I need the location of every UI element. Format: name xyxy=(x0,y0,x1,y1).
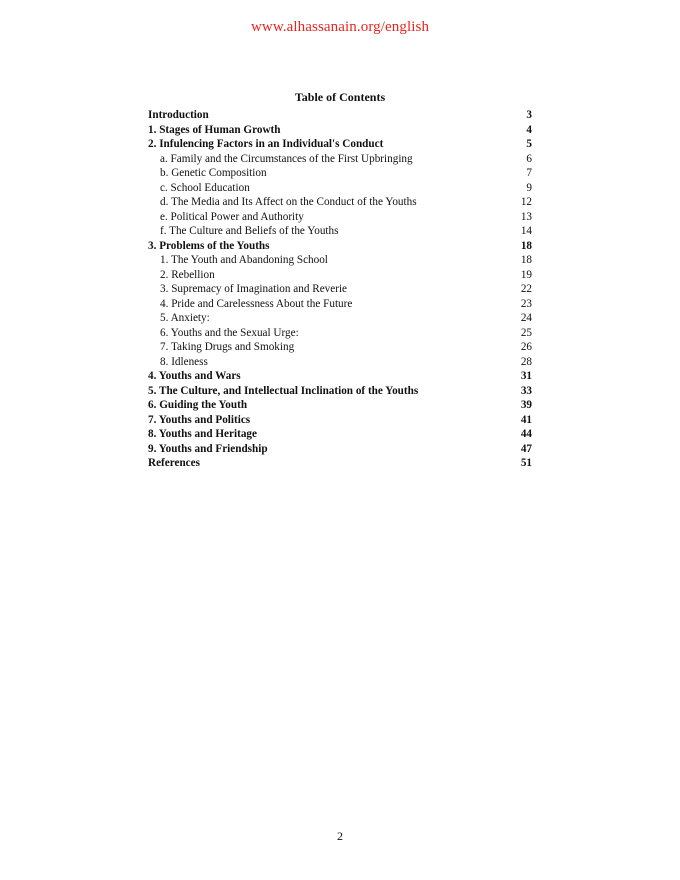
toc-entry-page: 19 xyxy=(520,268,532,281)
toc-entry-page: 41 xyxy=(520,413,532,426)
toc-entry-label: References xyxy=(148,457,200,469)
table-of-contents xyxy=(148,108,532,471)
toc-entry-label: 5. The Culture, and Intellectual Inclination of the Youths xyxy=(148,384,419,397)
toc-entry[interactable] xyxy=(148,195,532,210)
toc-entry-page: 28 xyxy=(520,355,532,368)
toc-entry[interactable] xyxy=(148,268,532,283)
toc-entry[interactable] xyxy=(148,108,532,123)
page-number: 2 xyxy=(337,829,343,843)
toc-entry[interactable] xyxy=(148,123,532,138)
toc-entry-label: 4. Youths and Wars xyxy=(148,370,241,382)
toc-entry[interactable] xyxy=(148,355,532,370)
toc-entry-page: 31 xyxy=(520,370,532,382)
toc-entry[interactable] xyxy=(148,210,532,225)
toc-entry-label: 1. Stages of Human Growth xyxy=(148,123,281,136)
toc-entry[interactable] xyxy=(148,427,532,442)
toc-entry-label: f. The Culture and Beliefs of the Youths xyxy=(160,225,339,237)
toc-entry-label: 7. Youths and Politics xyxy=(148,413,251,426)
toc-entry-page: 18 xyxy=(520,239,532,252)
toc-entry[interactable] xyxy=(148,326,532,341)
toc-entry-page: 14 xyxy=(520,225,532,237)
toc-entry[interactable] xyxy=(148,413,532,428)
toc-entry[interactable] xyxy=(148,253,532,268)
toc-entry-label: Introduction xyxy=(148,109,209,121)
toc-entry-label: 2. Rebellion xyxy=(160,268,215,281)
toc-entry-page: 9 xyxy=(526,181,532,194)
toc-entry-label: 8. Youths and Heritage xyxy=(148,428,257,440)
toc-entry[interactable] xyxy=(148,239,532,254)
toc-entry-page: 18 xyxy=(520,254,532,266)
toc-entry[interactable] xyxy=(148,137,532,152)
toc-entry-page: 13 xyxy=(520,210,532,223)
toc-entry-page: 26 xyxy=(520,341,532,353)
toc-entry-page: 39 xyxy=(520,399,532,411)
toc-entry-page: 51 xyxy=(520,457,532,469)
toc-entry-label: 9. Youths and Friendship xyxy=(148,442,268,455)
toc-entry[interactable] xyxy=(148,340,532,355)
toc-entry-label: a. Family and the Circumstances of the First Upbringing xyxy=(160,152,413,165)
toc-entry[interactable] xyxy=(148,369,532,384)
toc-entry-label: 8. Idleness xyxy=(160,355,208,368)
toc-entry-label: 6. Youths and the Sexual Urge: xyxy=(160,326,299,339)
toc-entry-page: 5 xyxy=(526,138,532,150)
toc-entry[interactable] xyxy=(148,224,532,239)
toc-entry-label: d. The Media and Its Affect on the Conduct of the Youths xyxy=(160,196,417,208)
toc-entry[interactable] xyxy=(148,456,532,471)
toc-entry[interactable] xyxy=(148,398,532,413)
toc-entry-label: 2. Infulencing Factors in an Individual's Conduct xyxy=(148,138,384,150)
toc-entry-label: 4. Pride and Carelessness About the Future xyxy=(160,297,353,310)
toc-entry-page: 6 xyxy=(526,152,532,165)
toc-entry[interactable] xyxy=(148,282,532,297)
toc-entry-label: 7. Taking Drugs and Smoking xyxy=(160,341,295,353)
toc-entry-label: b. Genetic Composition xyxy=(160,167,267,179)
toc-entry-label: 1. The Youth and Abandoning School xyxy=(160,254,328,266)
toc-entry-page: 47 xyxy=(520,442,532,455)
toc-entry[interactable] xyxy=(148,297,532,312)
toc-title: Table of Contents xyxy=(294,90,386,104)
toc-entry[interactable] xyxy=(148,311,532,326)
toc-entry-page: 22 xyxy=(520,283,532,295)
toc-entry[interactable] xyxy=(148,384,532,399)
toc-entry-page: 3 xyxy=(526,109,532,121)
toc-entry-label: e. Political Power and Authority xyxy=(160,210,304,223)
toc-entry-label: 5. Anxiety: xyxy=(160,312,210,324)
toc-entry-page: 25 xyxy=(520,326,532,339)
toc-entry-label: 3. Supremacy of Imagination and Reverie xyxy=(160,283,348,295)
toc-entry-page: 44 xyxy=(520,428,532,440)
toc-entry-page: 23 xyxy=(520,297,532,310)
toc-entry-page: 24 xyxy=(520,312,532,324)
toc-entry[interactable] xyxy=(148,181,532,196)
toc-entry-page: 7 xyxy=(526,167,532,179)
toc-entry-page: 4 xyxy=(526,123,532,136)
toc-entry[interactable] xyxy=(148,166,532,181)
site-url-header[interactable]: www.alhassanain.org/english xyxy=(250,19,430,35)
toc-entry-label: c. School Education xyxy=(160,181,250,194)
toc-entry-label: 6. Guiding the Youth xyxy=(148,399,248,411)
toc-entry[interactable] xyxy=(148,152,532,167)
toc-entry-page: 33 xyxy=(520,384,532,397)
toc-entry-page: 12 xyxy=(520,196,532,208)
toc-entry-label: 3. Problems of the Youths xyxy=(148,239,270,252)
toc-entry[interactable] xyxy=(148,442,532,457)
